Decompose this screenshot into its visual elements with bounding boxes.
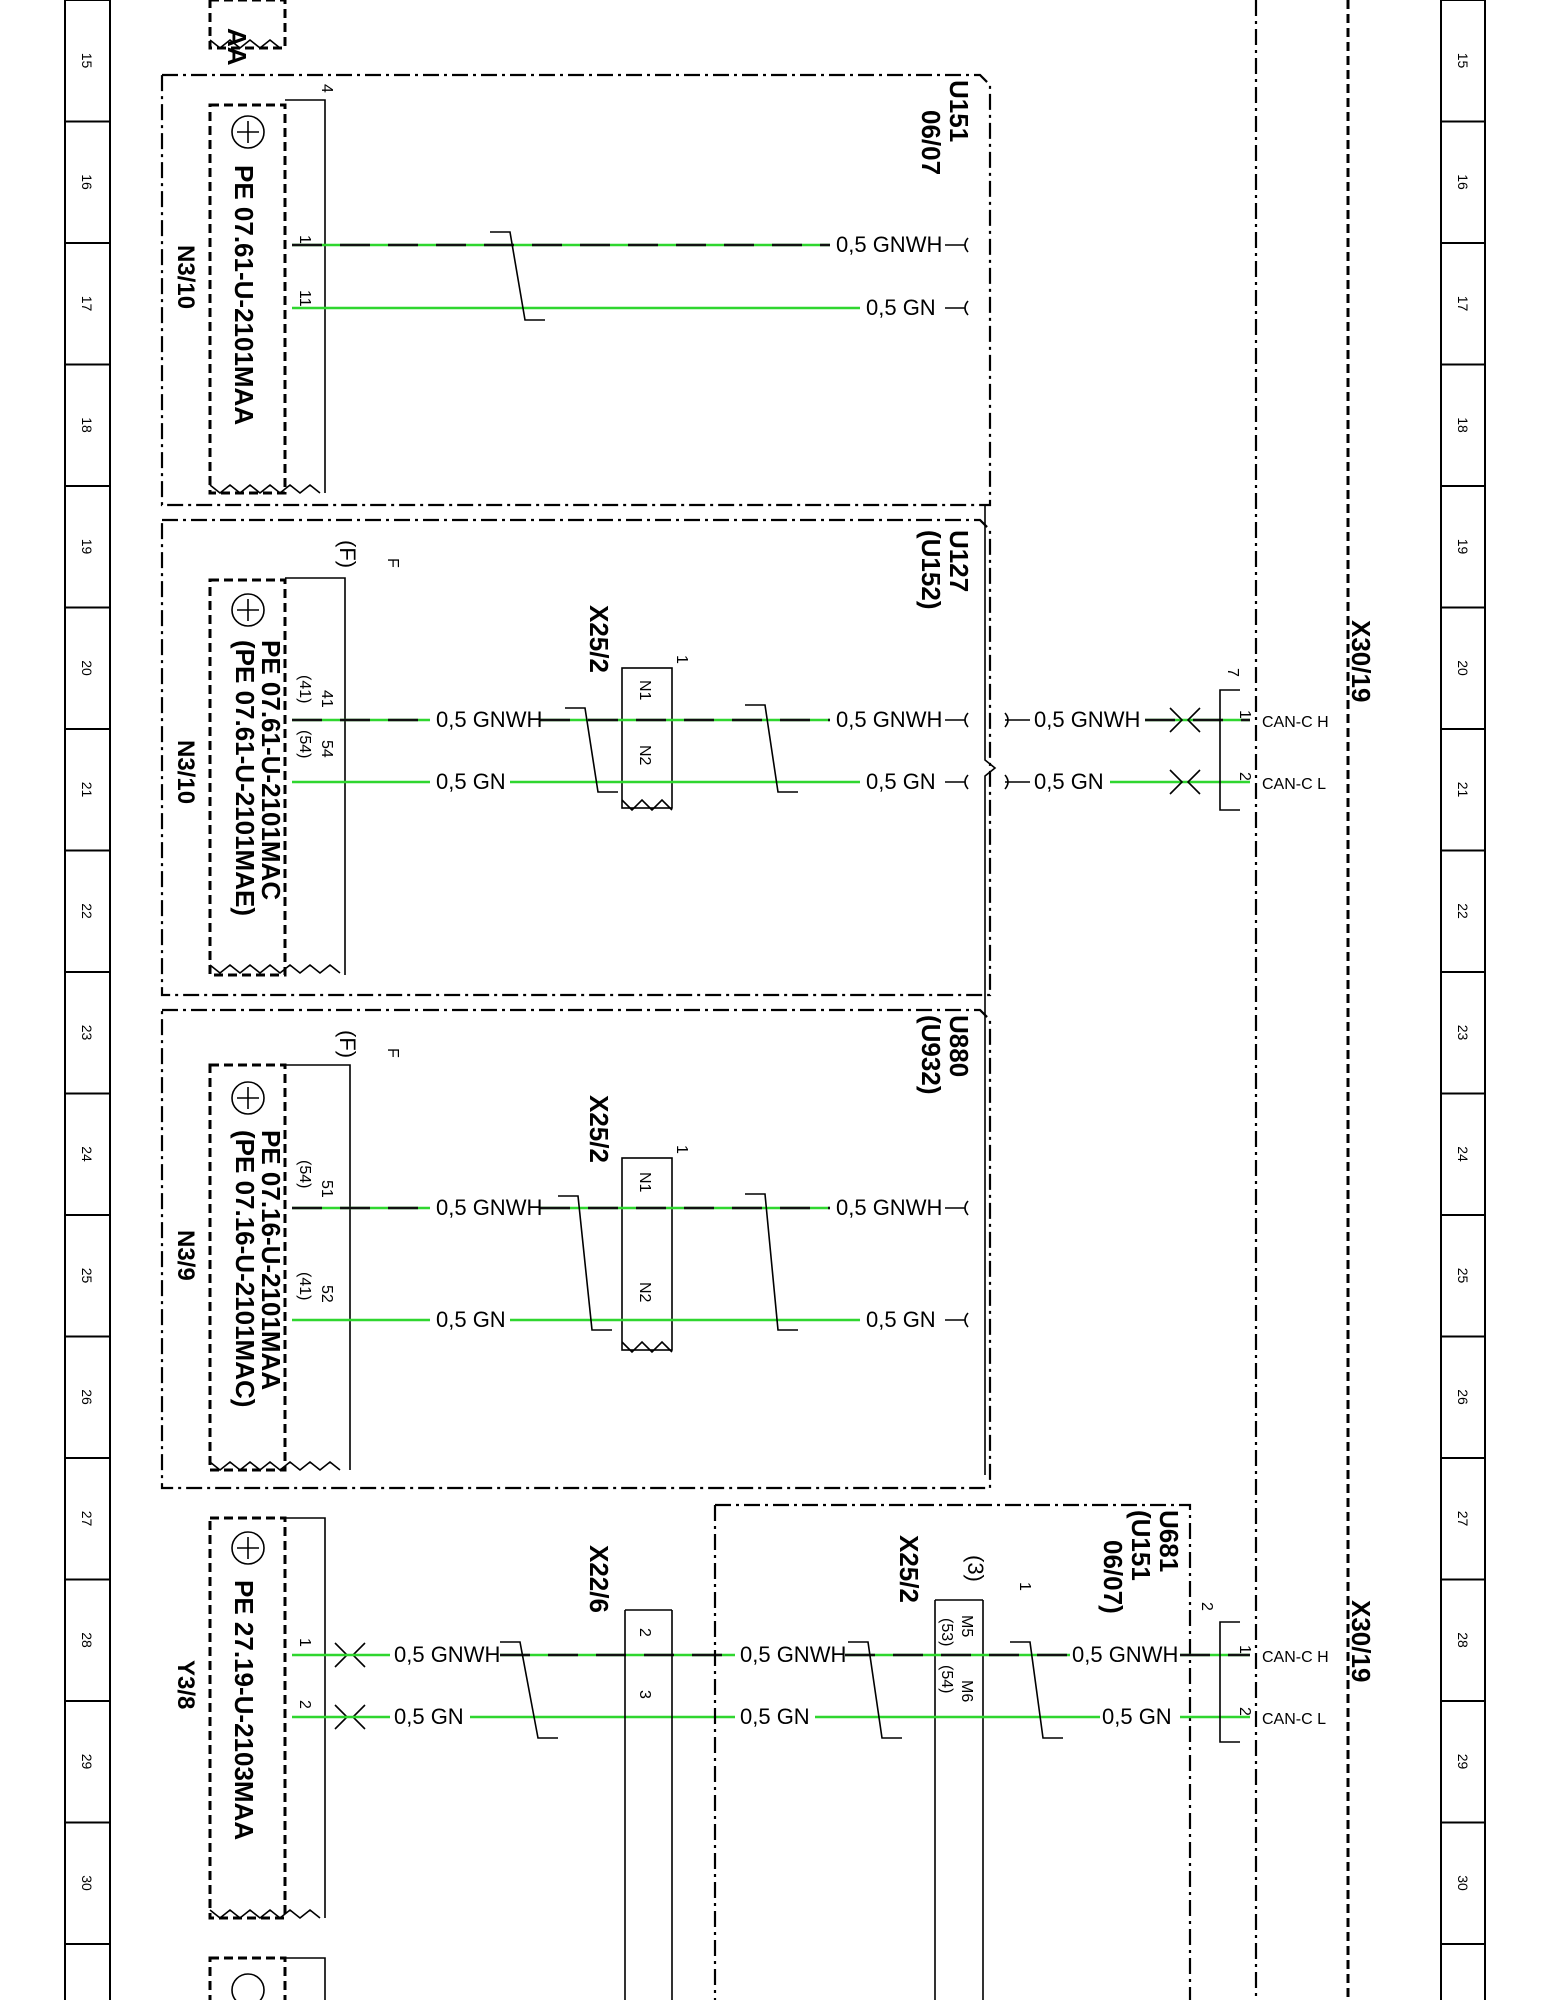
block3-conn-pin: 1: [673, 1145, 690, 1154]
ruler-number: 26: [79, 1389, 95, 1405]
block4-m6: M6: [958, 1680, 975, 1703]
block4-ref: 06/07): [1098, 1540, 1128, 1614]
block4-wire1c-label: 0,5 GNWH: [1072, 1642, 1179, 1667]
block2-module: N3/10: [172, 740, 199, 805]
block1-wire2-label: 0,5 GN: [866, 295, 936, 320]
ruler-number: 19: [79, 538, 95, 555]
block4-pin-a: 1: [296, 1638, 313, 1647]
block3-wire2a-label: 0,5 GN: [436, 1307, 506, 1332]
block-u151: [162, 75, 990, 505]
block2-pe2: (PE 07.61-U-2101MAE): [230, 640, 260, 916]
block1-wire1-label: 0,5 GNWH: [836, 232, 943, 257]
block4-code-alt: (U151: [1126, 1510, 1156, 1581]
block-u127: [162, 520, 1329, 995]
block-u880: [162, 1010, 990, 1488]
ruler-number: 26: [1455, 1389, 1471, 1405]
block3-connector: X25/2: [584, 1095, 614, 1163]
ruler-number: 27: [1455, 1510, 1471, 1527]
block3-code: U880: [944, 1015, 974, 1078]
can-h-label-lower: CAN-C H: [1262, 1649, 1329, 1666]
ruler-number: 21: [79, 781, 95, 798]
block3-wire1a-label: 0,5 GNWH: [436, 1195, 543, 1220]
block4-c2-pin: 1: [1016, 1582, 1033, 1591]
block2-code-alt: (U152): [916, 530, 946, 610]
block3-code-alt: (U932): [916, 1015, 946, 1095]
bus-label-lower: X30/19: [1346, 1600, 1376, 1683]
ruler-number: 15: [79, 52, 95, 69]
block3-pin-b: 52: [318, 1285, 335, 1303]
ruler-number: 22: [1455, 903, 1471, 919]
block4-bus-pin-top: 2: [1198, 1602, 1215, 1611]
block2-pin-f-alt: (F): [335, 540, 360, 569]
block4-pin-b: 2: [296, 1700, 313, 1709]
block4-wire2a-label: 0,5 GN: [394, 1704, 464, 1729]
block4-wire2b-label: 0,5 GN: [740, 1704, 810, 1729]
block2-pe1: PE 07.61-U-2101MAC: [256, 640, 286, 901]
ruler-number: 20: [79, 660, 95, 676]
ecu-symbol-icon: [232, 1974, 264, 2000]
block2-n2: N2: [636, 745, 653, 766]
block1-module: N3/10: [172, 245, 199, 310]
can-l-label-upper: CAN-C L: [1262, 776, 1327, 793]
block3-pin-b-alt: (41): [296, 1272, 313, 1301]
top-fragment: [210, 0, 285, 66]
ruler-number: 29: [1455, 1753, 1471, 1770]
block3-wire2b-label: 0,5 GN: [866, 1307, 936, 1332]
block2-n1: N1: [636, 680, 653, 701]
block-u681: [715, 1505, 1329, 2000]
block4-m5: M5: [958, 1615, 975, 1638]
block4-bus-pin-a: 1: [1236, 1645, 1253, 1654]
bottom-fragment: [210, 1958, 325, 2000]
can-h-label-upper: CAN-C H: [1262, 714, 1329, 731]
block2-bus-pin-b: 2: [1236, 772, 1253, 781]
block2-pin-a-alt: (41): [296, 675, 313, 704]
ruler-number: 28: [79, 1632, 95, 1648]
block4-bus-pin-b: 2: [1236, 1707, 1253, 1716]
block3-pe1: PE 07.16-U-2101MAA: [256, 1130, 286, 1391]
ruler-number: 23: [1455, 1024, 1471, 1041]
block2-bus-wire1-label: 0,5 GNWH: [1034, 707, 1141, 732]
block1-pe: PE 07.61-U-2101MAA: [229, 165, 259, 426]
bus-label-upper: X30/19: [1346, 620, 1376, 703]
block4-m6-alt: (54): [938, 1665, 955, 1694]
block3-pin-f: F: [384, 1048, 401, 1058]
block2-bus-pin-top: 7: [1224, 668, 1241, 677]
top-fragment-label: AA: [222, 28, 252, 66]
ruler-number: 24: [79, 1146, 95, 1162]
ruler-number: 17: [1455, 295, 1471, 312]
ruler-number: 22: [79, 903, 95, 919]
block4-c1-pin-b: 3: [636, 1690, 653, 1699]
ruler-number: 24: [1455, 1146, 1471, 1162]
block2-pin-a: 41: [318, 690, 335, 708]
block3-module: N3/9: [172, 1230, 199, 1281]
block4-connector2: X25/2: [894, 1535, 924, 1603]
block1-code: U151: [944, 80, 974, 143]
block3-pin-a: 51: [318, 1180, 335, 1198]
block3-n2: N2: [636, 1282, 653, 1303]
block2-conn-pin: 1: [673, 655, 690, 664]
block2-wire1a-label: 0,5 GNWH: [436, 707, 543, 732]
block2-pin-b-alt: (54): [296, 730, 313, 759]
ruler-number: 16: [79, 174, 95, 190]
block4-c1-pin-a: 2: [636, 1628, 653, 1637]
ruler-number: 30: [79, 1875, 95, 1891]
block3-n1: N1: [636, 1172, 653, 1193]
block4-connector1: X22/6: [584, 1545, 614, 1613]
block4-m5-alt: (53): [938, 1618, 955, 1647]
block2-pin-b: 54: [318, 740, 335, 758]
block4-module: Y3/8: [172, 1660, 199, 1710]
ruler-number: 30: [1455, 1875, 1471, 1891]
ruler-number: 15: [1455, 52, 1471, 69]
ruler-number: 29: [79, 1753, 95, 1770]
block3-pe2: (PE 07.16-U-2101MAC): [230, 1130, 260, 1408]
block4-c2-pin-alt: (3): [963, 1555, 988, 1582]
can-l-label-lower: CAN-C L: [1262, 1711, 1327, 1728]
ruler-number: 25: [1455, 1267, 1471, 1284]
ruler-number: 19: [1455, 538, 1471, 555]
ruler-number: 23: [79, 1024, 95, 1041]
block2-connector: X25/2: [584, 605, 614, 673]
block3-wire1b-label: 0,5 GNWH: [836, 1195, 943, 1220]
block1-pin-b: 11: [296, 290, 313, 307]
block2-wire2b-label: 0,5 GN: [866, 769, 936, 794]
block3-pin-a-alt: (54): [296, 1160, 313, 1189]
block2-bus-wire2-label: 0,5 GN: [1034, 769, 1104, 794]
ruler-number: 20: [1455, 660, 1471, 676]
ruler-number: 21: [1455, 781, 1471, 798]
block2-pin-f: F: [384, 558, 401, 568]
ruler-number: 18: [79, 417, 95, 433]
ruler-number: 16: [1455, 174, 1471, 190]
ruler-number: 17: [79, 295, 95, 312]
block4-pe: PE 27.19-U-2103MAA: [229, 1580, 259, 1841]
block2-bus-pin-a: 1: [1236, 710, 1253, 719]
ruler-number: 18: [1455, 417, 1471, 433]
block1-pin-a: 1: [296, 235, 313, 244]
block4-wire2c-label: 0,5 GN: [1102, 1704, 1172, 1729]
block1-pin-top: 4: [318, 84, 335, 93]
block4-wire1b-label: 0,5 GNWH: [740, 1642, 847, 1667]
block2-wire2a-label: 0,5 GN: [436, 769, 506, 794]
block2-code: U127: [944, 530, 974, 593]
block2-wire1b-label: 0,5 GNWH: [836, 707, 943, 732]
ruler-number: 27: [79, 1510, 95, 1527]
block4-wire1a-label: 0,5 GNWH: [394, 1642, 501, 1667]
block3-pin-f-alt: (F): [335, 1030, 360, 1059]
block1-ref: 06/07: [916, 110, 946, 176]
block-y3-8: [172, 1518, 735, 2000]
ruler-number: 28: [1455, 1632, 1471, 1648]
block4-code: U681: [1154, 1510, 1184, 1573]
ruler-number: 25: [79, 1267, 95, 1284]
